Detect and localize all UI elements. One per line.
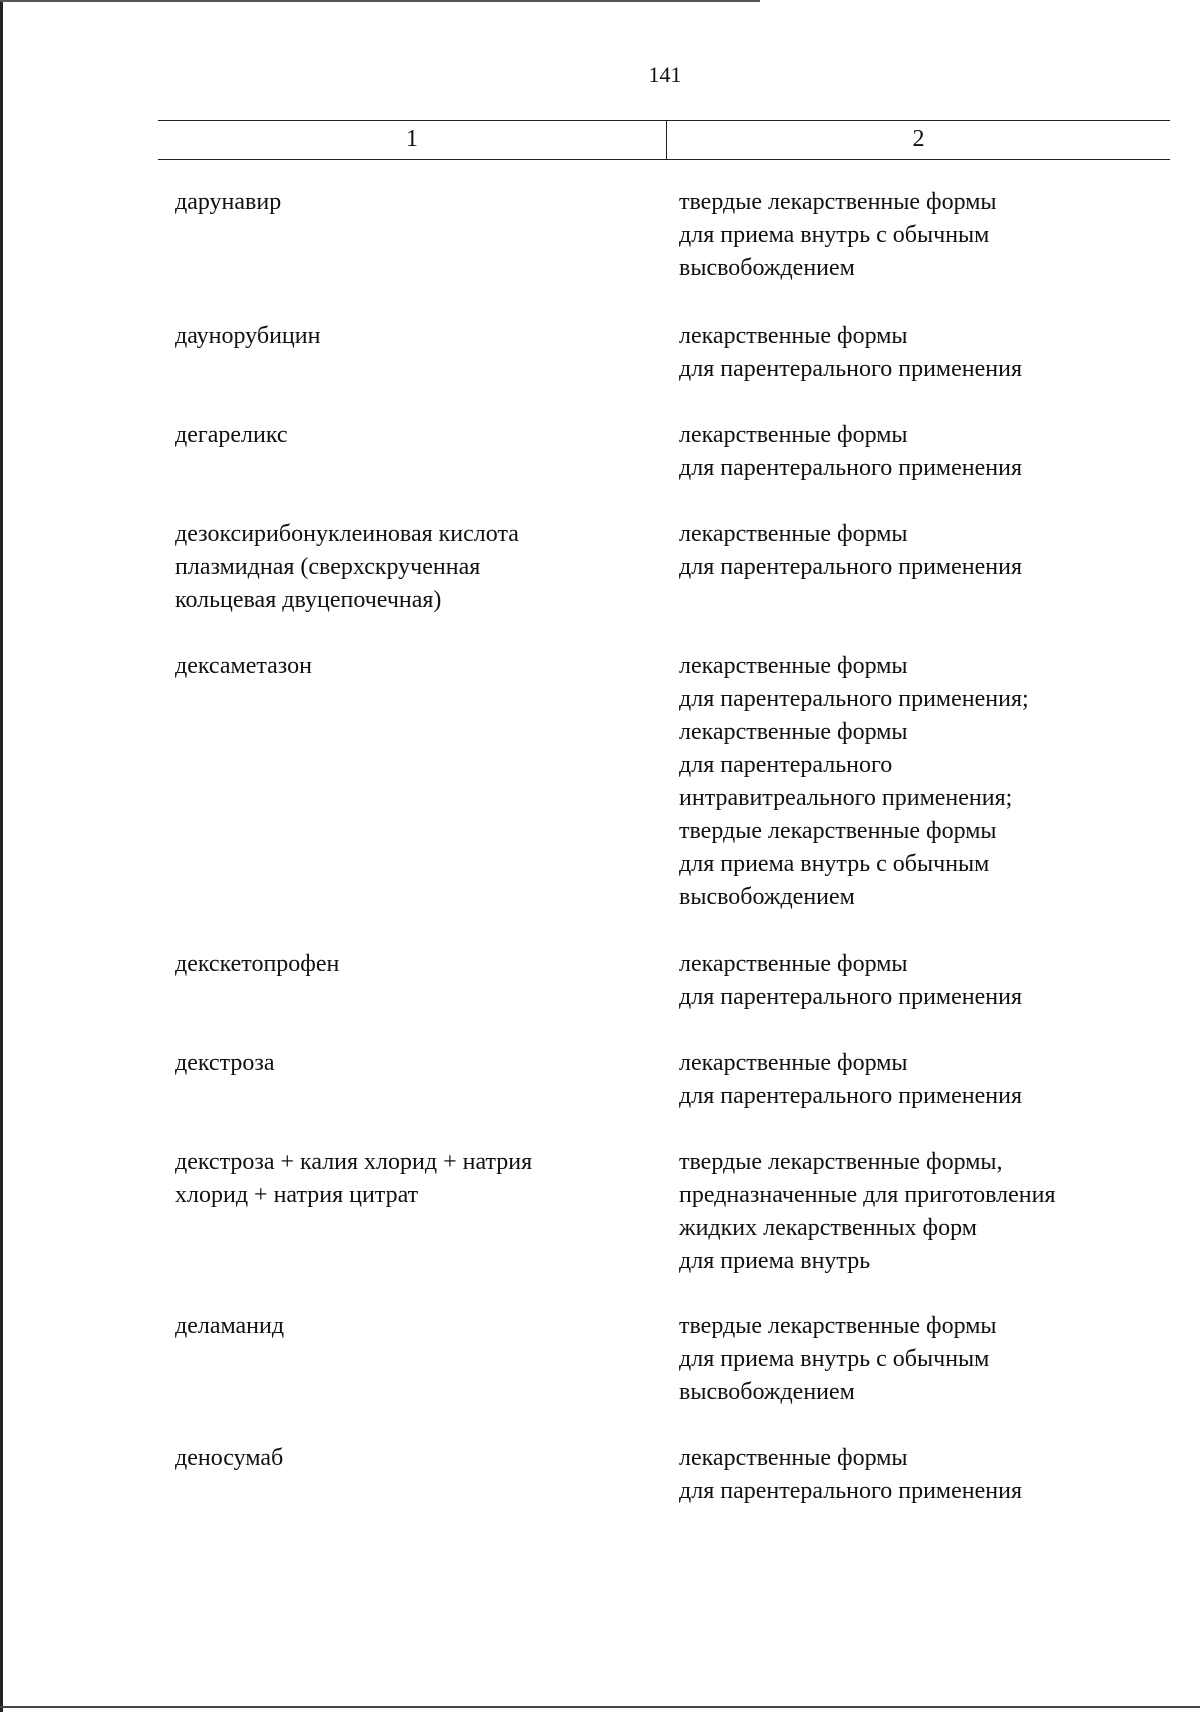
substance-name-line: плазмидная (сверхскрученная [175, 554, 481, 580]
substance-name [175, 1442, 655, 1475]
dosage-form [679, 650, 1179, 914]
dosage-form [679, 1047, 1179, 1113]
dosage-form-line: лекарственные формы [679, 1445, 908, 1471]
column-header-1: 1 [158, 121, 667, 159]
substance-name-line: даунорубицин [175, 323, 321, 349]
dosage-form-line: твердые лекарственные формы [679, 1313, 997, 1339]
dosage-form-line: для парентерального применения [679, 455, 1022, 481]
dosage-form-line: для парентерального применения [679, 1478, 1022, 1504]
dosage-form [679, 1146, 1179, 1278]
dosage-form-line: для парентерального применения; [679, 686, 1029, 712]
dosage-form-line: интравитреального применения; [679, 785, 1013, 811]
substance-name-line: декстроза [175, 1050, 275, 1076]
dosage-form [679, 1442, 1179, 1508]
dosage-form-line: высвобождением [679, 884, 855, 910]
substance-name-line: дезоксирибонуклеиновая кислота [175, 521, 519, 547]
dosage-form-line: для приема внутрь [679, 1248, 871, 1274]
dosage-form [679, 186, 1179, 285]
dosage-form-line: лекарственные формы [679, 653, 908, 679]
dosage-form [679, 1310, 1179, 1409]
dosage-form-line: для приема внутрь с обычным [679, 222, 990, 248]
dosage-form-line: для парентерального применения [679, 1083, 1022, 1109]
substance-name [175, 186, 655, 219]
substance-name [175, 419, 655, 452]
substance-name-line: декстроза + калия хлорид + натрия [175, 1149, 533, 1175]
dosage-form-line: для парентерального применения [679, 984, 1022, 1010]
dosage-form-line: лекарственные формы [679, 719, 908, 745]
dosage-form [679, 518, 1179, 584]
dosage-form-line: для парентерального применения [679, 356, 1022, 382]
substance-name-line: дарунавир [175, 189, 282, 215]
dosage-form-line: твердые лекарственные формы [679, 189, 997, 215]
substance-name [175, 1146, 655, 1212]
dosage-form-line: для приема внутрь с обычным [679, 1346, 990, 1372]
dosage-form-line: твердые лекарственные формы, [679, 1149, 1003, 1175]
dosage-form-line: для приема внутрь с обычным [679, 851, 990, 877]
substance-name-line: хлорид + натрия цитрат [175, 1182, 419, 1208]
table-header [158, 120, 1170, 160]
dosage-form [679, 419, 1179, 485]
dosage-form-line: жидких лекарственных форм [679, 1215, 977, 1241]
dosage-form-line: лекарственные формы [679, 323, 908, 349]
dosage-form-line: для парентерального [679, 752, 893, 778]
column-header-2: 2 [912, 126, 925, 152]
scan-edge-top [0, 0, 760, 2]
page-number: 141 [648, 62, 682, 87]
substance-name-line: деламанид [175, 1313, 285, 1339]
substance-name [175, 320, 655, 353]
dosage-form-line: высвобождением [679, 1379, 855, 1405]
substance-name [175, 948, 655, 981]
dosage-form-line: для парентерального применения [679, 554, 1022, 580]
dosage-form-line: лекарственные формы [679, 521, 908, 547]
dosage-form-line: твердые лекарственные формы [679, 818, 997, 844]
scan-edge-bottom [0, 1706, 1200, 1708]
substance-name-line: кольцевая двуцепочечная) [175, 587, 442, 613]
scan-edge-left [0, 0, 3, 1712]
dosage-form [679, 948, 1179, 1014]
dosage-form-line: предназначенные для приготовления [679, 1182, 1056, 1208]
substance-name [175, 518, 655, 617]
substance-name [175, 1047, 655, 1080]
dosage-form-line: лекарственные формы [679, 951, 908, 977]
substance-name-line: деносумаб [175, 1445, 284, 1471]
substance-name-line: дегареликс [175, 422, 288, 448]
dosage-form-line: лекарственные формы [679, 422, 908, 448]
dosage-form-line: лекарственные формы [679, 1050, 908, 1076]
substance-name [175, 650, 655, 683]
substance-name-line: дексаметазон [175, 653, 312, 679]
substance-name [175, 1310, 655, 1343]
dosage-form [679, 320, 1179, 386]
dosage-form-line: высвобождением [679, 255, 855, 281]
substance-name-line: декскетопрофен [175, 951, 340, 977]
